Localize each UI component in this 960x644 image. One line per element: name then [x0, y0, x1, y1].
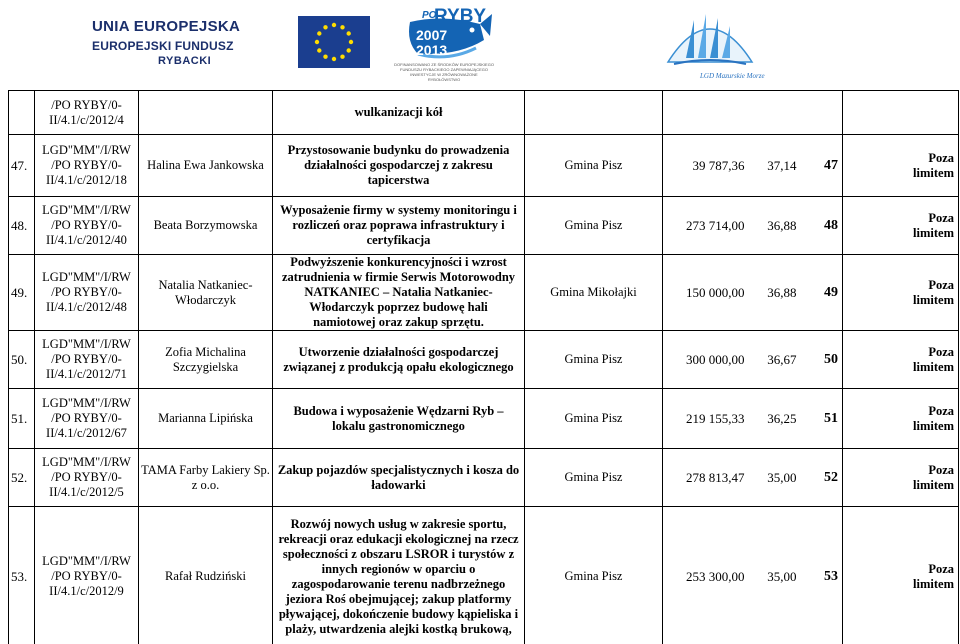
project-title: Zakup pojazdów specjalistycznych i kosza do ładowarki	[273, 449, 525, 507]
application-code-line: LGD"MM"/I/RW	[42, 396, 131, 410]
applicant-name: Natalia Natkaniec-Włodarczyk	[139, 255, 273, 331]
po-ryby-year-end: 2013	[416, 42, 448, 58]
status-line: Poza	[928, 210, 954, 225]
po-ryby-po-label: PO	[422, 10, 437, 21]
status-line: limitem	[913, 418, 954, 433]
application-code-line: LGD"MM"/I/RW	[42, 270, 131, 284]
commune: Gmina Pisz	[525, 135, 663, 197]
applicant-name	[139, 91, 273, 135]
eu-star-icon	[315, 40, 319, 44]
commune: Gmina Pisz	[525, 389, 663, 449]
applications-table	[8, 90, 959, 644]
eu-star-icon	[317, 31, 321, 35]
applicant-name: Marianna Lipińska	[139, 389, 273, 449]
row-number: 48.	[9, 197, 35, 255]
table-row	[9, 331, 959, 389]
lgd-logo-text: LGD Mazurskie Morze	[700, 72, 765, 80]
eu-star-icon	[332, 23, 336, 27]
application-code-line: /PO RYBY/0-	[51, 97, 122, 112]
application-code-line: /PO RYBY/0-	[51, 411, 122, 425]
application-code-line: LGD"MM"/I/RW	[42, 455, 131, 469]
application-code	[35, 135, 139, 197]
applicant-name: Beata Borzymowska	[139, 197, 273, 255]
row-number: 51.	[9, 389, 35, 449]
eu-star-icon	[347, 48, 351, 52]
status	[843, 507, 959, 644]
amount: 278 813,47	[663, 449, 749, 507]
application-code	[35, 507, 139, 644]
score-percent: 36,88	[749, 255, 801, 331]
amount	[663, 91, 749, 135]
status	[843, 449, 959, 507]
rank-number: 50	[801, 331, 843, 389]
amount: 219 155,33	[663, 389, 749, 449]
rank-number: 49	[801, 255, 843, 331]
score-percent: 36,25	[749, 389, 801, 449]
status-line: Poza	[928, 150, 954, 165]
rank-number: 48	[801, 197, 843, 255]
project-title: Utworzenie działalności gospodarczej związanej z produkcją opału ekologicznego	[273, 331, 525, 389]
status-line: limitem	[913, 576, 954, 591]
applicant-name: Zofia Michalina Szczygielska	[139, 331, 273, 389]
eu-star-icon	[323, 55, 327, 59]
rank-number	[801, 91, 843, 135]
application-code-line: /PO RYBY/0-	[51, 158, 122, 172]
eu-star-icon	[323, 25, 327, 29]
commune: Gmina Pisz	[525, 331, 663, 389]
eu-star-icon	[317, 48, 321, 52]
rank-number: 47	[801, 135, 843, 197]
status-line: Poza	[928, 561, 954, 576]
row-number: 50.	[9, 331, 35, 389]
application-code-line: /PO RYBY/0-	[51, 352, 122, 366]
status	[843, 91, 959, 135]
amount: 300 000,00	[663, 331, 749, 389]
project-title: Podwyższenie konkurencyjności i wzrost zatrudnienia w firmie Serwis Motorowodny NATKANIEC – Natalia Natkaniec-Włodarczyk poprzez budowę hali namiotowej oraz zakup sprzętu.	[273, 255, 525, 331]
application-code-line: LGD"MM"/I/RW	[42, 337, 131, 351]
table-row	[9, 507, 959, 644]
rank-number: 51	[801, 389, 843, 449]
score-percent: 37,14	[749, 135, 801, 197]
eu-logo-line2: EUROPEJSKI FUNDUSZ	[92, 39, 234, 53]
application-code-line: II/4.1/c/2012/67	[46, 426, 127, 440]
rank-number: 53	[801, 507, 843, 644]
application-code-line: II/4.1/c/2012/71	[46, 367, 127, 381]
application-code-line: /PO RYBY/0-	[51, 569, 122, 583]
eu-fund-logo	[92, 14, 362, 74]
application-code-line: II/4.1/c/2012/4	[49, 112, 124, 127]
table-row	[9, 255, 959, 331]
application-code	[35, 331, 139, 389]
po-ryby-logo	[388, 6, 498, 84]
eu-star-icon	[347, 31, 351, 35]
commune	[525, 91, 663, 135]
applicant-name: TAMA Farby Lakiery Sp. z o.o.	[139, 449, 273, 507]
status	[843, 197, 959, 255]
table-row	[9, 449, 959, 507]
row-number	[9, 91, 35, 135]
amount: 253 300,00	[663, 507, 749, 644]
lgd-mazurskie-morze-logo	[660, 6, 765, 86]
status	[843, 255, 959, 331]
table-row	[9, 135, 959, 197]
status-line: limitem	[913, 165, 954, 180]
status-line: Poza	[928, 344, 954, 359]
application-code-line: /PO RYBY/0-	[51, 285, 122, 299]
po-ryby-years	[416, 28, 447, 58]
status-line: Poza	[928, 403, 954, 418]
status	[843, 331, 959, 389]
score-percent: 35,00	[749, 507, 801, 644]
logo-bar	[0, 0, 960, 88]
row-number: 53.	[9, 507, 35, 644]
status-line: Poza	[928, 462, 954, 477]
eu-star-icon	[349, 40, 353, 44]
table-row	[9, 197, 959, 255]
status-line: limitem	[913, 477, 954, 492]
project-title: Przystosowanie budynku do prowadzenia działalności gospodarczej z zakresu tapicerstwa	[273, 135, 525, 197]
application-code	[35, 389, 139, 449]
project-title: Rozwój nowych usług w zakresie sportu, rekreacji oraz edukacji ekologicznej na rzecz społeczności z obszaru LSROR i turystów z innych regionów w oparciu o zagospodarowanie terenu nadbrzeżnego jeziora Roś obejmującej; zakup platformy pływającej, dokończenie budowy kąpieliska i plaży, utwardzenia alejki kostką brukową,	[273, 507, 525, 644]
status-line: Poza	[928, 277, 954, 292]
commune: Gmina Pisz	[525, 197, 663, 255]
applications-table-body	[9, 91, 959, 644]
eu-logo-line1: UNIA EUROPEJSKA	[92, 18, 241, 35]
applicant-name: Halina Ewa Jankowska	[139, 135, 273, 197]
score-percent: 36,88	[749, 197, 801, 255]
application-code-line: II/4.1/c/2012/48	[46, 300, 127, 314]
score-percent: 35,00	[749, 449, 801, 507]
sailboats-icon	[660, 6, 760, 72]
project-title: Wyposażenie firmy w systemy monitoringu i rozliczeń oraz poprawa infrastruktury i certyfikacja	[273, 197, 525, 255]
table-row	[9, 91, 959, 135]
project-title: Budowa i wyposażenie Wędzarni Ryb – lokalu gastronomicznego	[273, 389, 525, 449]
status-line: limitem	[913, 225, 954, 240]
application-code-line: /PO RYBY/0-	[51, 470, 122, 484]
score-percent	[749, 91, 801, 135]
application-code	[35, 255, 139, 331]
amount: 273 714,00	[663, 197, 749, 255]
commune: Gmina Pisz	[525, 507, 663, 644]
commune: Gmina Pisz	[525, 449, 663, 507]
commune: Gmina Mikołajki	[525, 255, 663, 331]
score-percent: 36,67	[749, 331, 801, 389]
row-number: 52.	[9, 449, 35, 507]
application-code	[35, 449, 139, 507]
eu-star-icon	[340, 25, 344, 29]
application-code-line: LGD"MM"/I/RW	[42, 143, 131, 157]
po-ryby-year-start: 2007	[416, 27, 448, 43]
status	[843, 135, 959, 197]
rank-number: 52	[801, 449, 843, 507]
table-row	[9, 389, 959, 449]
project-title: wulkanizacji kół	[273, 91, 525, 135]
amount: 150 000,00	[663, 255, 749, 331]
application-code-line: LGD"MM"/I/RW	[42, 203, 131, 217]
application-code	[35, 197, 139, 255]
eu-star-icon	[332, 57, 336, 61]
row-number: 49.	[9, 255, 35, 331]
po-ryby-ryby-label: RYBY	[434, 6, 487, 27]
application-code	[35, 91, 139, 135]
po-ryby-subtitle: DOFINANSOWANO ZE ŚRODKÓW EUROPEJSKIEGO FUNDUSZU RYBACKIEGO ZAPEWNIAJĄCEGO INWESTYCJE W ZRÓWNOWAŻONE RYBOŁÓWSTWO	[394, 62, 494, 82]
application-code-line: II/4.1/c/2012/9	[49, 584, 124, 598]
status-line: limitem	[913, 359, 954, 374]
amount: 39 787,36	[663, 135, 749, 197]
applicant-name: Rafał Rudziński	[139, 507, 273, 644]
application-code-line: II/4.1/c/2012/18	[46, 173, 127, 187]
eu-flag-icon	[298, 16, 370, 68]
status-line: limitem	[913, 292, 954, 307]
application-code-line: II/4.1/c/2012/40	[46, 233, 127, 247]
row-number: 47.	[9, 135, 35, 197]
status	[843, 389, 959, 449]
application-code-line: /PO RYBY/0-	[51, 218, 122, 232]
application-code-line: LGD"MM"/I/RW	[42, 554, 131, 568]
eu-star-icon	[340, 55, 344, 59]
eu-logo-line3: RYBACKI	[158, 55, 212, 67]
application-code-line: II/4.1/c/2012/5	[49, 485, 124, 499]
